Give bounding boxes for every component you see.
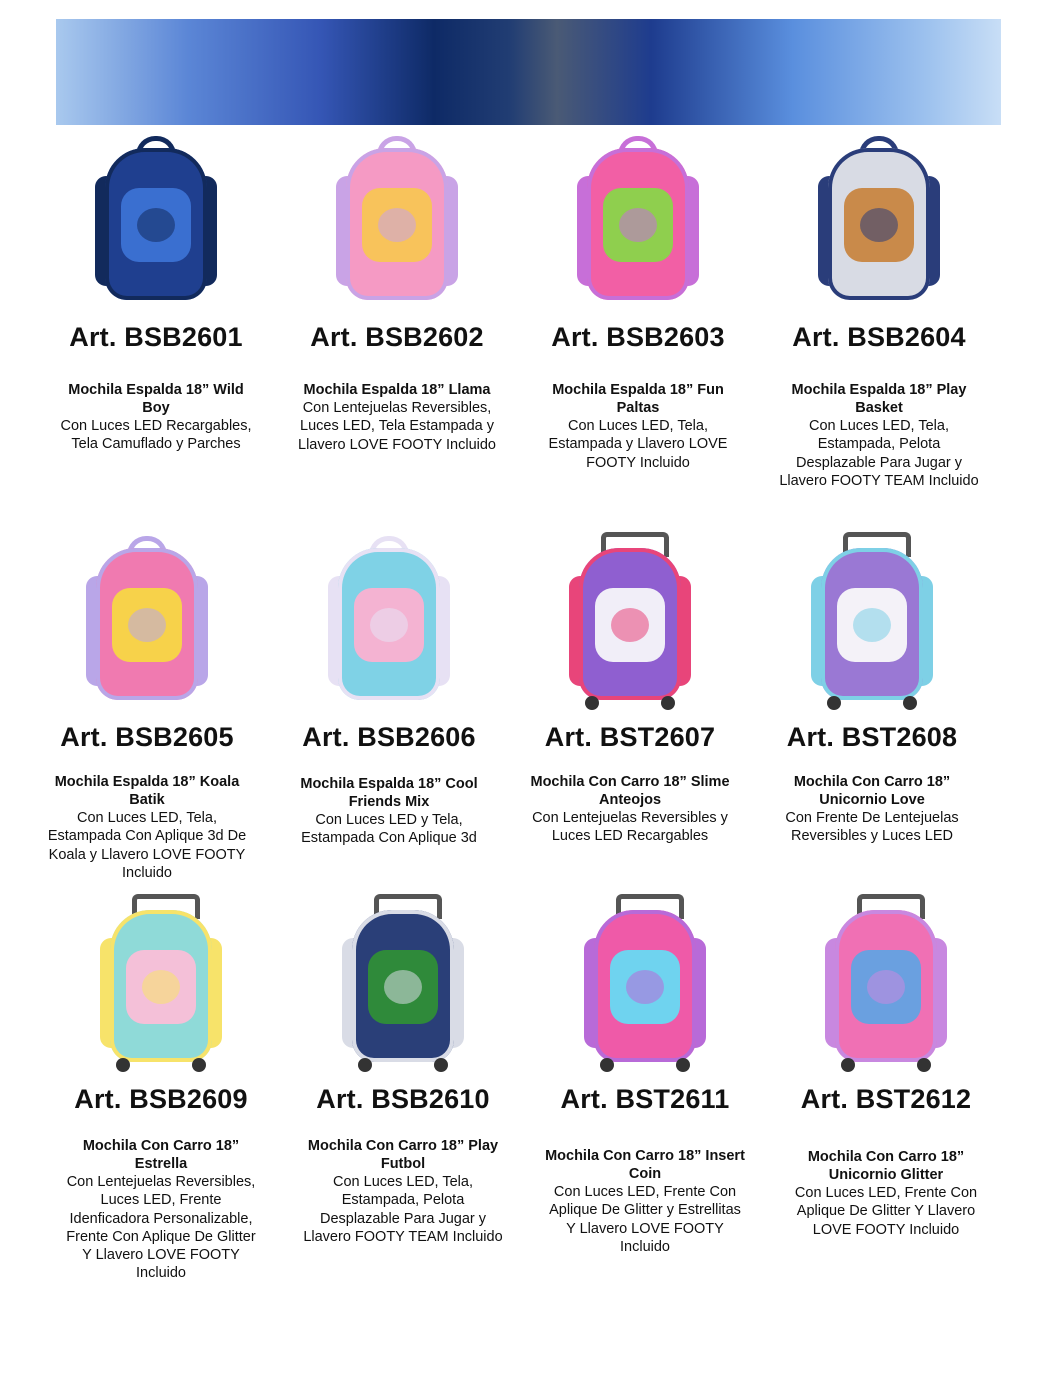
wheel-icon [434,1058,448,1072]
product-code: Art. BST2608 [786,722,958,752]
product-description: Con Luces LED, Frente Con Aplique De Glitter y Estrellitas Y Llavero LOVE FOOTY Incluido [549,1184,741,1255]
product-name: Mochila Espalda 18” Koala Batik [54,774,240,808]
product-code: Art. BSB2605 [60,722,234,752]
product-name: Mochila Espalda 18” Wild Boy [68,382,244,416]
product-name: Mochila Espalda 18” Play Basket [791,382,967,416]
wheel-icon [116,1058,130,1072]
front-graphic-icon [867,970,905,1004]
front-graphic-icon [378,208,416,242]
product-code: Art. BSB2603 [551,322,725,352]
product-description: Con Lentejuelas Reversibles y Luces LED Recargables [532,810,728,845]
product-name: Mochila Con Carro 18” Play Futbol [307,1138,499,1172]
front-graphic-icon [384,970,422,1004]
product-description: Con Luces LED, Tela, Estampada, Pelota Desplazable Para Jugar y Llavero FOOTY TEAM Incluido [303,1174,503,1245]
wheel-icon [676,1058,690,1072]
product-code: Art. BSB2606 [302,722,476,752]
front-graphic-icon [137,208,175,242]
product-card[interactable] [766,898,1006,1239]
front-graphic-icon [619,208,657,242]
product-code: Art. BSB2609 [74,1084,248,1114]
backpack-avocado-image [563,136,713,308]
header-banner [56,19,1001,125]
product-code: Art. BST2607 [544,722,716,752]
front-graphic-icon [142,970,180,1004]
product-description: Con Lentejuelas Reversibles, Luces LED, Tela Estampada y Llavero LOVE FOOTY Incluido [298,400,496,453]
product-name: Mochila Con Carro 18” Insert Coin [545,1148,745,1182]
backpack-llama-image [322,136,472,308]
product-code: Art. BSB2604 [792,322,966,352]
wheel-icon [917,1058,931,1072]
product-description: Con Luces LED, Tela, Estampada, Pelota Desplazable Para Jugar y Llavero FOOTY TEAM Incluido [779,418,979,489]
backpack-unicorn-glitter-image [811,898,961,1070]
backpack-unicorn-love-image [797,536,947,708]
product-card[interactable] [759,136,999,490]
product-description: Con Luces LED Recargables, Tela Camuflado y Parches [60,418,252,453]
product-card[interactable] [510,536,750,846]
product-description: Con Luces LED, Tela, Estampada Con Aplique 3d De Koala y Llavero LOVE FOOTY Incluido [47,810,247,881]
wheel-icon [827,696,841,710]
product-card[interactable] [269,536,509,848]
product-code: Art. BSB2601 [69,322,243,352]
backpack-koala-image [72,536,222,708]
backpack-camo-image [81,136,231,308]
backpack-slime-glasses-image [555,536,705,708]
product-card[interactable] [277,136,517,454]
backpack-friends-image [314,536,464,708]
product-name: Mochila Espalda 18” Llama [303,382,491,398]
product-name: Mochila Con Carro 18” Slime Anteojos [530,774,730,808]
product-description: Con Luces LED y Tela, Estampada Con Aplique 3d [301,812,477,847]
product-name: Mochila Espalda 18” Cool Friends Mix [300,776,478,810]
product-name: Mochila Con Carro 18” Estrella [82,1138,240,1172]
front-graphic-icon [611,608,649,642]
product-card[interactable] [525,898,765,1256]
product-description: Con Luces LED, Tela, Estampada y Llavero LOVE FOOTY Incluido [548,418,728,471]
wheel-icon [903,696,917,710]
product-code: Art. BSB2610 [316,1084,490,1114]
product-code: Art. BST2612 [800,1084,972,1114]
front-graphic-icon [370,608,408,642]
product-card[interactable] [41,898,281,1283]
backpack-basketball-image [804,136,954,308]
product-name: Mochila Espalda 18” Fun Paltas [552,382,724,416]
wheel-icon [661,696,675,710]
backpack-insert-coin-image [570,898,720,1070]
backpack-soccer-image [328,898,478,1070]
product-card[interactable] [27,536,267,882]
product-code: Art. BSB2602 [310,322,484,352]
wheel-icon [358,1058,372,1072]
front-graphic-icon [853,608,891,642]
product-card[interactable] [36,136,276,454]
product-description: Con Luces LED, Frente Con Aplique De Glitter Y Llavero LOVE FOOTY Incluido [794,1185,978,1238]
wheel-icon [192,1058,206,1072]
front-graphic-icon [626,970,664,1004]
front-graphic-icon [860,208,898,242]
product-code: Art. BST2611 [560,1084,730,1114]
backpack-star-image [86,898,236,1070]
product-card[interactable] [752,536,992,846]
product-description: Con Lentejuelas Reversibles, Luces LED, Frente Idenficadora Personalizable, Frente Con Aplique De Glitter Y Llavero LOVE FOOTY Incluido [66,1174,256,1282]
product-name: Mochila Con Carro 18” Unicornio Glitter [807,1149,965,1183]
front-graphic-icon [128,608,166,642]
product-description: Con Frente De Lentejuelas Reversibles y Luces LED [785,810,959,845]
product-card[interactable] [283,898,523,1246]
product-name: Mochila Con Carro 18” Unicornio Love [793,774,951,808]
product-card[interactable] [518,136,758,472]
wheel-icon [600,1058,614,1072]
wheel-icon [841,1058,855,1072]
wheel-icon [585,696,599,710]
